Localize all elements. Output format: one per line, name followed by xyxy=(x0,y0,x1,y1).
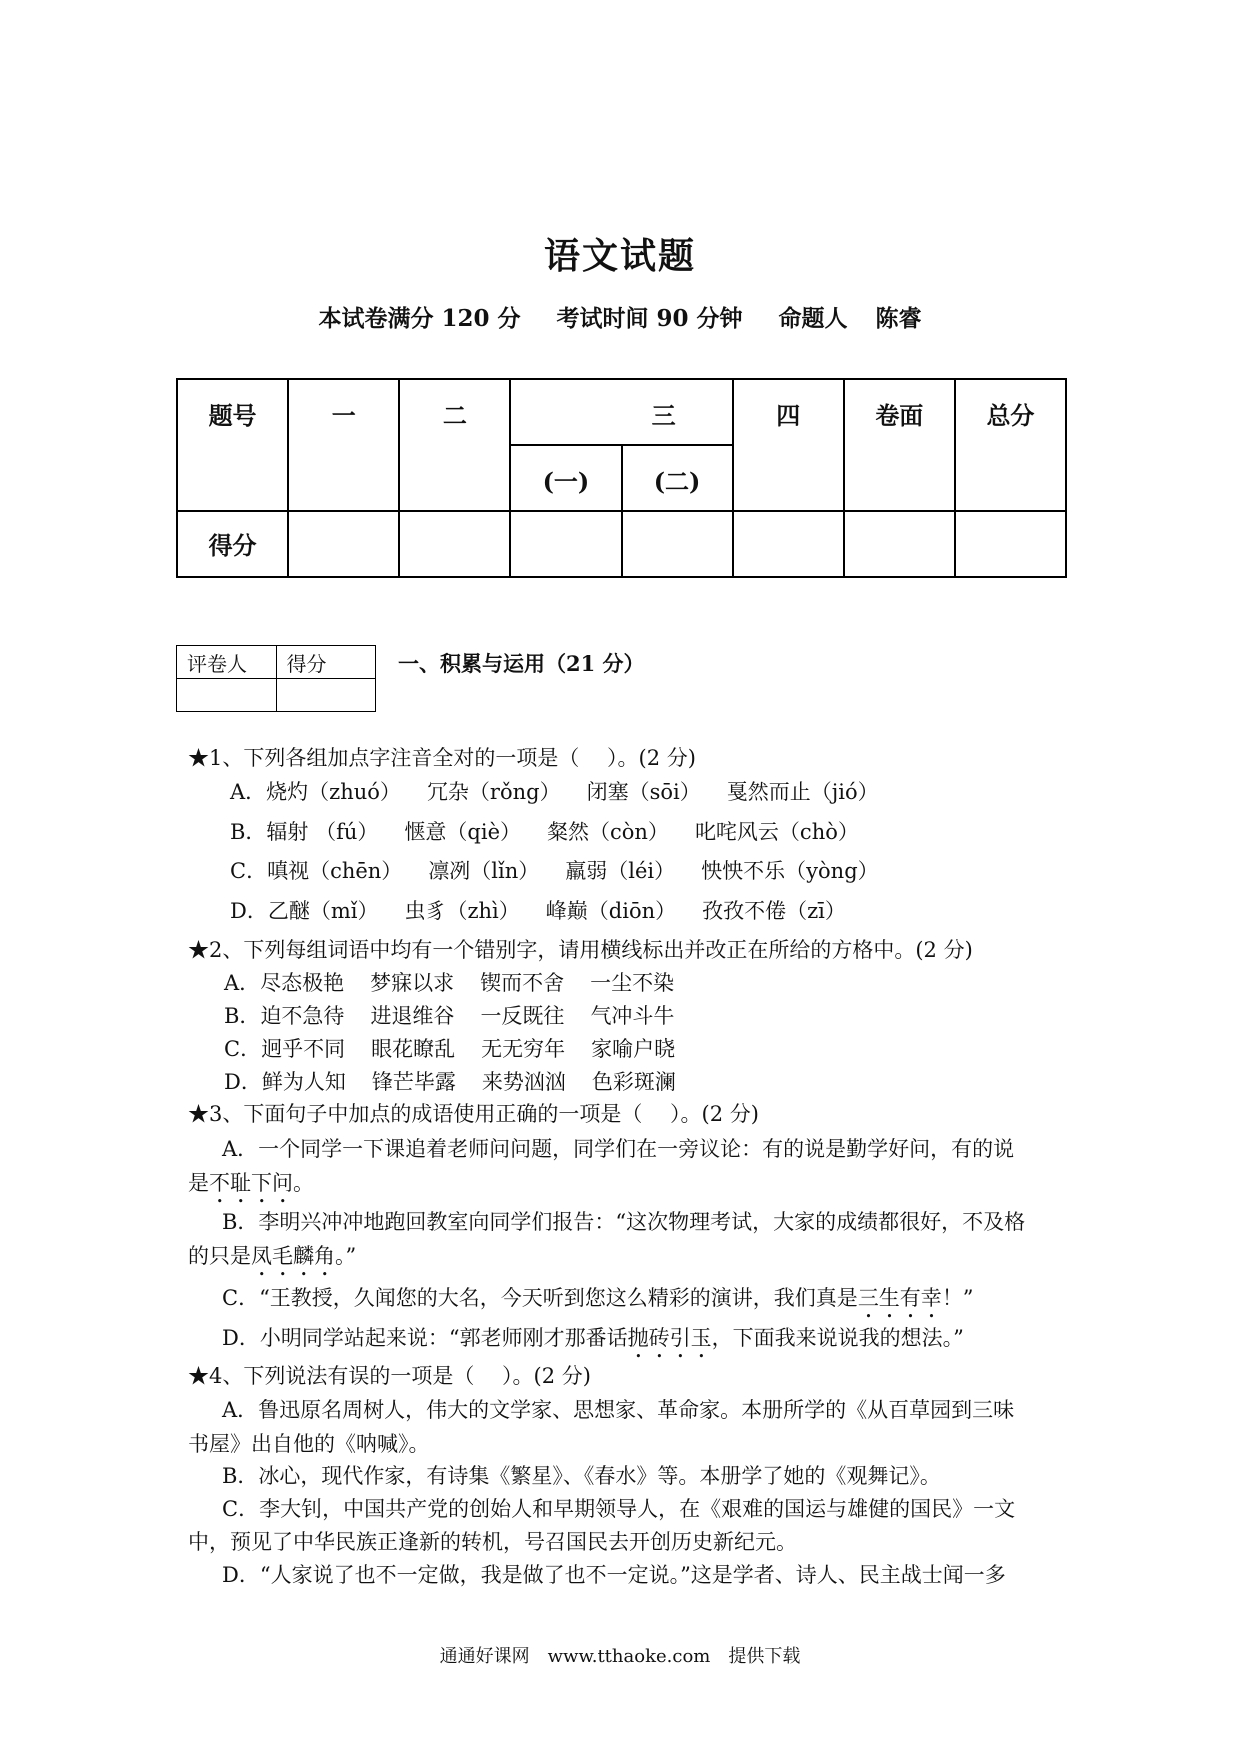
header-part-2: 二 xyxy=(399,379,510,511)
question-4-stem: ★4、下列说法有误的一项是（ ）。(2 分) xyxy=(188,1364,591,1388)
question-1-option-a: A．烧灼（zhuó） 冗杂（rǒng） 闭塞（sōi） 戛然而止（jió） xyxy=(230,780,879,804)
score-table xyxy=(176,378,1067,578)
author-label: 命题人 xyxy=(778,305,848,332)
question-4-option-d-line1: D．“人家说了也不一定做，我是做了也不一定说。”这是学者、诗人、民主战士闻一多 xyxy=(222,1563,1006,1587)
question-3-option-a-line2: 是不耻下问。 xyxy=(188,1171,314,1195)
header-part-1: 一 xyxy=(288,379,399,511)
score-cell[interactable] xyxy=(733,511,844,577)
author-name: 陈睿 xyxy=(875,305,922,332)
score-cell[interactable] xyxy=(288,511,399,577)
header-neatness: 卷面 xyxy=(844,379,955,511)
question-3-stem: ★3、下面句子中加点的成语使用正确的一项是（ ）。(2 分) xyxy=(188,1102,759,1126)
question-3-option-c: C．“王教授，久闻您的大名，今天听到您这么精彩的演讲，我们真是三生有幸！” xyxy=(222,1286,974,1310)
header-part-4: 四 xyxy=(733,379,844,511)
grader-box xyxy=(176,645,376,712)
header-total: 总分 xyxy=(955,379,1066,511)
grader-score-label: 得分 xyxy=(276,646,376,679)
score-cell[interactable] xyxy=(844,511,955,577)
question-1-option-b: B．辐射 （fú） 惬意（qiè） 粲然（còn） 叱咤风云（chò） xyxy=(230,820,859,844)
question-4-option-c-line1: C．李大钊，中国共产党的创始人和早期领导人，在《艰难的国运与雄健的国民》一文 xyxy=(222,1497,1016,1521)
header-question-number: 题号 xyxy=(177,379,288,511)
reviewer-cell[interactable] xyxy=(177,679,277,712)
question-3-option-b-line2: 的只是凤毛麟角。” xyxy=(188,1244,357,1268)
score-cell[interactable] xyxy=(622,511,733,577)
question-1-stem: ★1、下列各组加点字注音全对的一项是（ ）。(2 分) xyxy=(188,746,696,770)
score-cell[interactable] xyxy=(955,511,1066,577)
question-2-option-d: D．鲜为人知 锋芒毕露 来势汹汹 色彩斑澜 xyxy=(224,1070,676,1094)
question-4-option-a-line1: A．鲁迅原名周树人，伟大的文学家、思想家、革命家。本册所学的《从百草园到三味 xyxy=(222,1398,1015,1422)
question-4-option-c-line2: 中，预见了中华民族正逢新的转机，号召国民去开创历史新纪元。 xyxy=(188,1530,797,1554)
question-2-option-a: A．尽态极艳 梦寐以求 锲而不舍 一尘不染 xyxy=(224,971,675,995)
score-cell[interactable] xyxy=(510,511,621,577)
exam-time: 考试时间 90 分钟 xyxy=(556,305,743,332)
section-heading: 一、积累与运用（21 分） xyxy=(398,651,645,676)
question-1-option-d: D．乙醚（mǐ） 虫豸（zhì） 峰巅（diōn） 孜孜不倦（zī） xyxy=(230,899,846,923)
score-row-label: 得分 xyxy=(177,511,288,577)
question-3-option-a-line1: A．一个同学一下课追着老师问问题，同学们在一旁议论：有的说是勤学好问，有的说 xyxy=(222,1137,1015,1161)
question-3-option-b-line1: B．李明兴冲冲地跑回教室向同学们报告：“这次物理考试，大家的成绩都很好，不及格 xyxy=(222,1210,1026,1234)
question-1-option-c: C．嗔视（chēn） 凛冽（lǐn） 羸弱（léi） 怏怏不乐（yòng） xyxy=(230,859,879,883)
question-2-stem: ★2、下列每组词语中均有一个错别字，请用横线标出并改正在所给的方格中。(2 分) xyxy=(188,938,973,962)
page-title: 语文试题 xyxy=(543,235,696,277)
header-part-3-sub-2: (二) xyxy=(622,445,733,511)
grader-score-cell[interactable] xyxy=(276,679,376,712)
header-part-3-sub-1: (一) xyxy=(510,445,621,511)
exam-info xyxy=(0,300,1240,333)
score-cell[interactable] xyxy=(399,511,510,577)
question-2-option-b: B．迫不急待 进退维谷 一反既往 气冲斗牛 xyxy=(224,1004,675,1028)
full-score: 本试卷满分 120 分 xyxy=(318,305,521,332)
question-4-option-b: B．冰心，现代作家，有诗集《繁星》、《春水》等。本册学了她的《观舞记》。 xyxy=(222,1464,941,1488)
question-3-option-d: D．小明同学站起来说：“郭老师刚才那番话抛砖引玉，下面我来说说我的想法。” xyxy=(222,1326,964,1350)
question-2-option-c: C．迥乎不同 眼花瞭乱 无无穷年 家喻户晓 xyxy=(224,1037,676,1061)
header-part-3: 三 xyxy=(510,379,732,445)
reviewer-label: 评卷人 xyxy=(177,646,277,679)
question-4-option-a-line2: 书屋》出自他的《呐喊》。 xyxy=(188,1432,430,1456)
footer-credit: 通通好课网 www.tthaoke.com 提供下载 xyxy=(439,1646,801,1667)
